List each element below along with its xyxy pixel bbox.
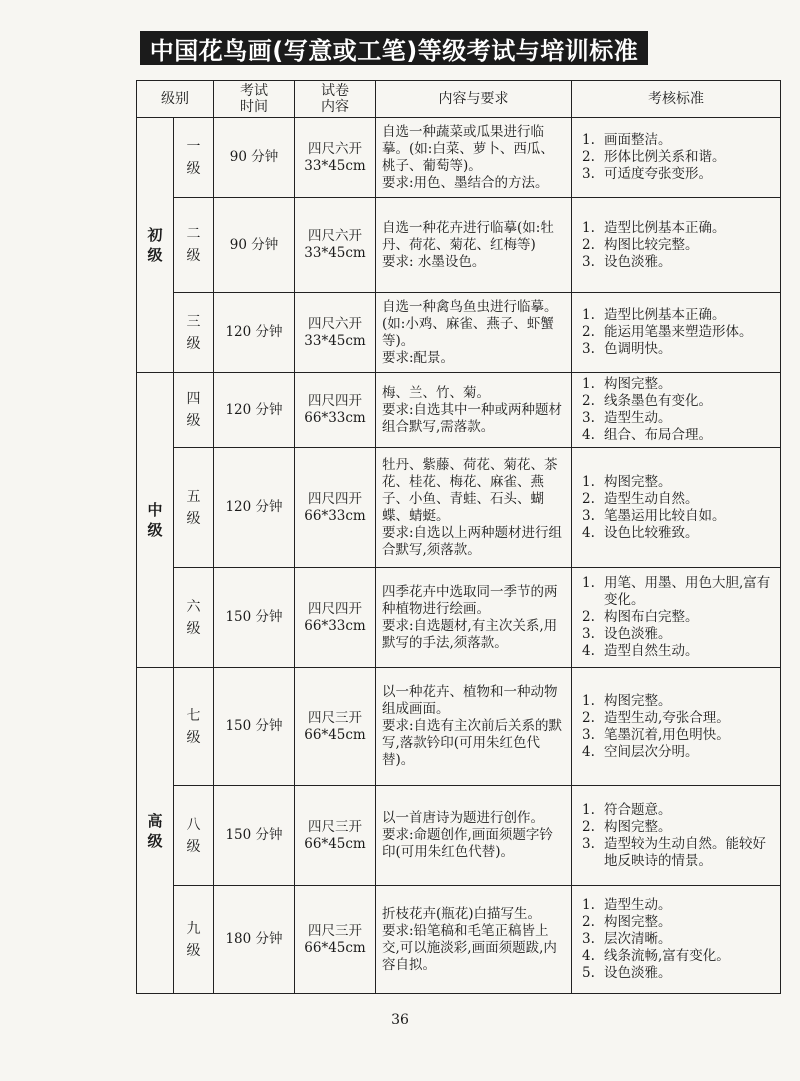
paper-size: 四尺三开 66*45cm — [295, 886, 376, 994]
exam-time: 120 分钟 — [214, 373, 295, 448]
criteria-text: 线条流畅,富有变化。 — [604, 948, 730, 964]
criteria-number: 3. — [582, 507, 595, 524]
criteria-item — [578, 693, 774, 710]
level-label: 五 级 — [174, 448, 214, 568]
table-row — [137, 786, 781, 886]
table-row — [137, 118, 781, 198]
table-row — [137, 448, 781, 568]
table-row — [137, 668, 781, 786]
criteria-number: 1. — [582, 473, 595, 490]
criteria-number: 1. — [582, 897, 595, 913]
exam-time: 150 分钟 — [214, 668, 295, 786]
criteria-number: 2. — [582, 149, 595, 165]
table-row — [137, 886, 781, 994]
criteria-text: 可适度夸张变形。 — [604, 166, 712, 182]
exam-time: 150 分钟 — [214, 568, 295, 668]
criteria-text: 造型比例基本正确。 — [604, 307, 726, 323]
criteria-text: 造型比例基本正确。 — [604, 219, 726, 236]
criteria-text: 设色比较雅致。 — [604, 524, 699, 541]
criteria-number: 1. — [582, 801, 595, 818]
table-header-row — [137, 81, 781, 118]
content-requirements: 自选一种花卉进行临摹(如:牡丹、荷花、菊花、红梅等) 要求: 水墨设色。 — [376, 198, 572, 293]
criteria-list — [578, 575, 774, 660]
criteria-number: 1. — [582, 307, 595, 323]
header-level: 级别 — [137, 81, 214, 118]
criteria-item — [578, 491, 774, 508]
criteria-item — [578, 220, 774, 237]
level-label: 七 级 — [174, 668, 214, 786]
assessment-criteria — [572, 668, 781, 786]
criteria-text: 构图布白完整。 — [604, 609, 699, 625]
criteria-item — [578, 575, 774, 609]
criteria-list — [578, 376, 774, 444]
criteria-item — [578, 324, 774, 341]
criteria-number: 4. — [582, 524, 595, 541]
criteria-item — [578, 132, 774, 149]
header-content: 内容与要求 — [376, 81, 572, 118]
table-row — [137, 293, 781, 373]
criteria-number: 2. — [582, 818, 595, 835]
header-time: 考试 时间 — [214, 81, 295, 118]
criteria-text: 造型生动自然。 — [604, 490, 699, 507]
criteria-text: 构图比较完整。 — [604, 236, 699, 253]
paper-size: 四尺四开 66*33cm — [295, 448, 376, 568]
table-row — [137, 373, 781, 448]
criteria-list — [578, 693, 774, 761]
criteria-item — [578, 914, 774, 931]
assessment-criteria — [572, 886, 781, 994]
level-label: 六 级 — [174, 568, 214, 668]
criteria-item — [578, 819, 774, 836]
criteria-text: 构图完整。 — [604, 473, 672, 490]
criteria-number: 3. — [582, 253, 595, 270]
criteria-number: 2. — [582, 393, 595, 409]
criteria-text: 色调明快。 — [604, 341, 672, 357]
category-label: 初 级 — [137, 118, 174, 373]
criteria-item — [578, 307, 774, 324]
exam-time: 150 分钟 — [214, 786, 295, 886]
exam-time: 120 分钟 — [214, 293, 295, 373]
level-label: 一 级 — [174, 118, 214, 198]
criteria-item — [578, 744, 774, 761]
criteria-number: 2. — [582, 490, 595, 507]
criteria-item — [578, 965, 774, 982]
category-label: 高 级 — [137, 668, 174, 994]
criteria-number: 2. — [582, 609, 595, 625]
assessment-criteria — [572, 118, 781, 198]
criteria-number: 3. — [582, 931, 595, 947]
criteria-item — [578, 836, 774, 870]
criteria-text: 组合、布局合理。 — [604, 427, 712, 443]
criteria-item — [578, 237, 774, 254]
criteria-number: 4. — [582, 743, 595, 760]
criteria-number: 3. — [582, 835, 595, 852]
table-row — [137, 568, 781, 668]
criteria-item — [578, 643, 774, 660]
paper-size: 四尺六开 33*45cm — [295, 118, 376, 198]
criteria-number: 2. — [582, 709, 595, 726]
criteria-item — [578, 609, 774, 626]
criteria-item — [578, 149, 774, 166]
exam-time: 180 分钟 — [214, 886, 295, 994]
criteria-text: 笔墨运用比较自如。 — [604, 507, 726, 524]
criteria-list — [578, 474, 774, 542]
criteria-text: 设色淡雅。 — [604, 253, 672, 270]
criteria-text: 笔墨沉着,用色明快。 — [604, 726, 730, 743]
criteria-number: 3. — [582, 410, 595, 426]
criteria-item — [578, 525, 774, 542]
criteria-item — [578, 626, 774, 643]
criteria-list — [578, 897, 774, 982]
criteria-text: 空间层次分明。 — [604, 743, 699, 760]
level-label: 四 级 — [174, 373, 214, 448]
criteria-text: 设色淡雅。 — [604, 965, 672, 981]
paper-size: 四尺三开 66*45cm — [295, 786, 376, 886]
exam-time: 90 分钟 — [214, 198, 295, 293]
content-requirements: 梅、兰、竹、菊。 要求:自选其中一种或两种题材组合默写,需落款。 — [376, 373, 572, 448]
paper-size: 四尺四开 66*33cm — [295, 373, 376, 448]
content-requirements: 折枝花卉(瓶花)白描写生。 要求:铅笔稿和毛笔正稿皆上交,可以施淡彩,画面须题跋,内容自拟。 — [376, 886, 572, 994]
exam-time: 120 分钟 — [214, 448, 295, 568]
page-title: 中国花鸟画(写意或工笔)等级考试与培训标准 — [140, 31, 648, 65]
criteria-item — [578, 166, 774, 183]
criteria-number: 3. — [582, 626, 595, 642]
exam-time: 90 分钟 — [214, 118, 295, 198]
content-requirements: 以一首唐诗为题进行创作。 要求:命题创作,画面须题字钤印(可用朱红色代替)。 — [376, 786, 572, 886]
criteria-number: 2. — [582, 914, 595, 930]
criteria-number: 3. — [582, 726, 595, 743]
content-requirements: 自选一种禽鸟鱼虫进行临摹。(如:小鸡、麻雀、燕子、虾蟹等)。 要求:配景。 — [376, 293, 572, 373]
criteria-text: 用笔、用墨、用色大胆,富有变化。 — [604, 575, 771, 608]
criteria-item — [578, 897, 774, 914]
content-requirements: 自选一种蔬菜或瓜果进行临摹。(如:白菜、萝卜、西瓜、桃子、葡萄等)。 要求:用色、墨结合的方法。 — [376, 118, 572, 198]
criteria-text: 构图完整。 — [604, 818, 672, 835]
criteria-item — [578, 948, 774, 965]
page-number: 36 — [391, 1012, 409, 1028]
assessment-criteria — [572, 293, 781, 373]
criteria-text: 造型生动,夸张合理。 — [604, 709, 730, 726]
criteria-list — [578, 132, 774, 183]
category-label: 中 级 — [137, 373, 174, 668]
criteria-item — [578, 508, 774, 525]
criteria-text: 造型较为生动自然。能较好地反映诗的情景。 — [604, 835, 766, 869]
criteria-item — [578, 254, 774, 271]
assessment-criteria — [572, 786, 781, 886]
assessment-criteria — [572, 448, 781, 568]
paper-size: 四尺六开 33*45cm — [295, 293, 376, 373]
criteria-list — [578, 220, 774, 271]
criteria-text: 造型自然生动。 — [604, 643, 699, 659]
assessment-criteria — [572, 198, 781, 293]
criteria-text: 画面整洁。 — [604, 132, 672, 148]
criteria-item — [578, 802, 774, 819]
criteria-text: 符合题意。 — [604, 801, 672, 818]
content-requirements: 以一种花卉、植物和一种动物组成画面。 要求:自选有主次前后关系的默写,落款钤印(可用朱红色代替)。 — [376, 668, 572, 786]
assessment-criteria — [572, 568, 781, 668]
criteria-number: 4. — [582, 643, 595, 659]
criteria-number: 2. — [582, 236, 595, 253]
criteria-number: 3. — [582, 166, 595, 182]
criteria-list — [578, 802, 774, 870]
criteria-number: 2. — [582, 324, 595, 340]
criteria-list — [578, 307, 774, 358]
criteria-text: 层次清晰。 — [604, 931, 672, 947]
level-label: 三 级 — [174, 293, 214, 373]
criteria-text: 设色淡雅。 — [604, 626, 672, 642]
criteria-number: 1. — [582, 692, 595, 709]
criteria-item — [578, 376, 774, 393]
criteria-item — [578, 931, 774, 948]
criteria-item — [578, 710, 774, 727]
criteria-number: 1. — [582, 132, 595, 148]
criteria-item — [578, 427, 774, 444]
criteria-text: 形体比例关系和谐。 — [604, 149, 726, 165]
criteria-text: 线条墨色有变化。 — [604, 393, 712, 409]
criteria-text: 能运用笔墨来塑造形体。 — [604, 324, 753, 340]
criteria-text: 造型生动。 — [604, 897, 672, 913]
criteria-number: 1. — [582, 376, 595, 392]
paper-size: 四尺六开 33*45cm — [295, 198, 376, 293]
criteria-number: 1. — [582, 575, 595, 591]
criteria-text: 造型生动。 — [604, 410, 672, 426]
criteria-text: 构图完整。 — [604, 914, 672, 930]
content-requirements: 四季花卉中选取同一季节的两种植物进行绘画。 要求:自选题材,有主次关系,用默写的手法,须落款。 — [376, 568, 572, 668]
criteria-item — [578, 474, 774, 491]
criteria-number: 1. — [582, 219, 595, 236]
criteria-item — [578, 410, 774, 427]
level-label: 九 级 — [174, 886, 214, 994]
paper-size: 四尺四开 66*33cm — [295, 568, 376, 668]
header-criteria: 考核标准 — [572, 81, 781, 118]
grading-standards-table — [136, 80, 781, 994]
paper-size: 四尺三开 66*45cm — [295, 668, 376, 786]
level-label: 八 级 — [174, 786, 214, 886]
criteria-number: 3. — [582, 341, 595, 357]
criteria-number: 4. — [582, 948, 595, 964]
table-row — [137, 198, 781, 293]
header-paper: 试卷 内容 — [295, 81, 376, 118]
criteria-number: 5. — [582, 965, 595, 981]
content-requirements: 牡丹、紫藤、荷花、菊花、茶花、桂花、梅花、麻雀、燕子、小鱼、青蛙、石头、蝴蝶、蜻蜓。 要求:自选以上两种题材进行组合默写,须落款。 — [376, 448, 572, 568]
level-label: 二 级 — [174, 198, 214, 293]
criteria-item — [578, 727, 774, 744]
assessment-criteria — [572, 373, 781, 448]
criteria-item — [578, 341, 774, 358]
criteria-item — [578, 393, 774, 410]
criteria-text: 构图完整。 — [604, 692, 672, 709]
criteria-text: 构图完整。 — [604, 376, 672, 392]
criteria-number: 4. — [582, 427, 595, 443]
